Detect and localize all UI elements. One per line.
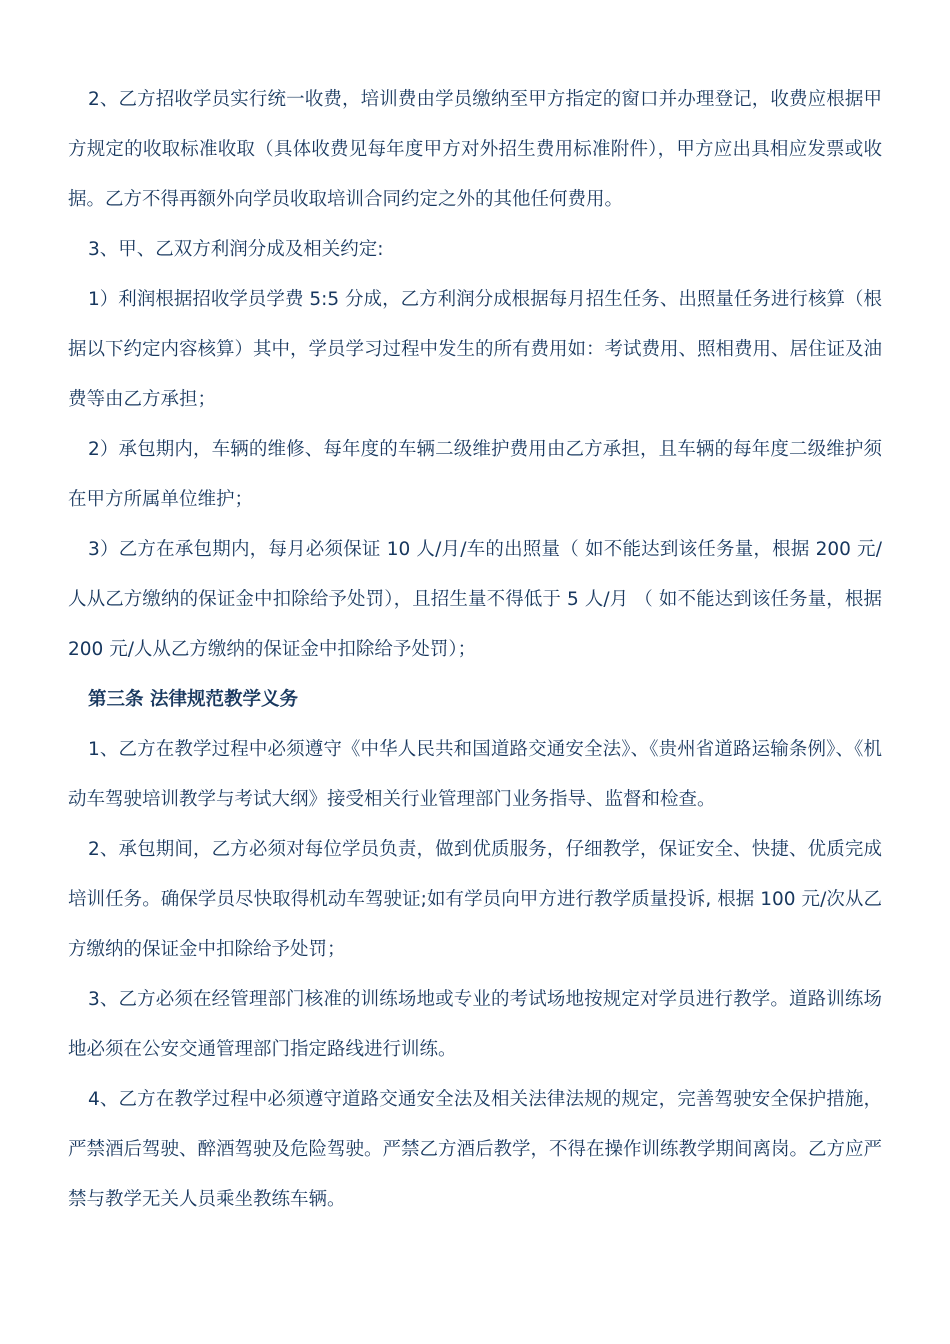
paragraph-driving-safety: 4、乙方在教学过程中必须遵守道路交通安全法及相关法律法规的规定，完善驾驶安全保护措施，严禁酒后驾驶、醉酒驾驶及危险驾驶。严禁乙方酒后教学，不得在操作训练教学期间离岗。乙方应严禁与教学无关人员乘坐教练车辆。: [68, 1089, 883, 1210]
section-heading-article-3: 第三条 法律规范教学义务: [88, 689, 298, 710]
paragraph-fee-collection: 2、乙方招收学员实行统一收费，培训费由学员缴纳至甲方指定的窗口并办理登记，收费应根据甲方规定的收取标准收取（具体收费见每年度甲方对外招生费用标准附件），甲方应出具相应发票或收据。乙方不得再额外向学员收取培训合同约定之外的其他任何费用。: [68, 89, 882, 210]
document-page: [68, 75, 882, 1225]
paragraph-law-compliance: 1、乙方在教学过程中必须遵守《中华人民共和国道路交通安全法》、《贵州省道路运输条例》、《机动车驾驶培训教学与考试大纲》接受相关行业管理部门业务指导、监督和检查。: [68, 739, 882, 810]
paragraph-license-quota: 3）乙方在承包期内，每月必须保证 10 人/月/车的出照量（ 如不能达到该任务量，根据 200 元/人从乙方缴纳的保证金中扣除给予处罚），且招生量不得低于 5 人/月 （ 如不能达到该任务量，根据 200 元/人从乙方缴纳的保证金中扣除给予处罚）；: [68, 539, 882, 660]
paragraph-service-quality: 2、承包期间，乙方必须对每位学员负责，做到优质服务，仔细教学，保证安全、快捷、优质完成培训任务。确保学员尽快取得机动车驾驶证;如有学员向甲方进行教学质量投诉, 根据 100 元/次从乙方缴纳的保证金中扣除给予处罚；: [68, 839, 882, 960]
paragraph-profit-sharing-title: 3、甲、乙双方利润分成及相关约定:: [88, 239, 384, 260]
paragraph-profit-split: 1）利润根据招收学员学费 5:5 分成，乙方利润分成根据每月招生任务、出照量任务进行核算（根据以下约定内容核算）其中，学员学习过程中发生的所有费用如：考试费用、照相费用、居住证及油费等由乙方承担；: [68, 289, 883, 410]
paragraph-vehicle-maintenance: 2）承包期内，车辆的维修、每年度的车辆二级维护费用由乙方承担，且车辆的每年度二级维护须在甲方所属单位维护；: [68, 439, 882, 510]
paragraph-training-grounds: 3、乙方必须在经管理部门核准的训练场地或专业的考试场地按规定对学员进行教学。道路训练场地必须在公安交通管理部门指定路线进行训练。: [68, 989, 882, 1060]
